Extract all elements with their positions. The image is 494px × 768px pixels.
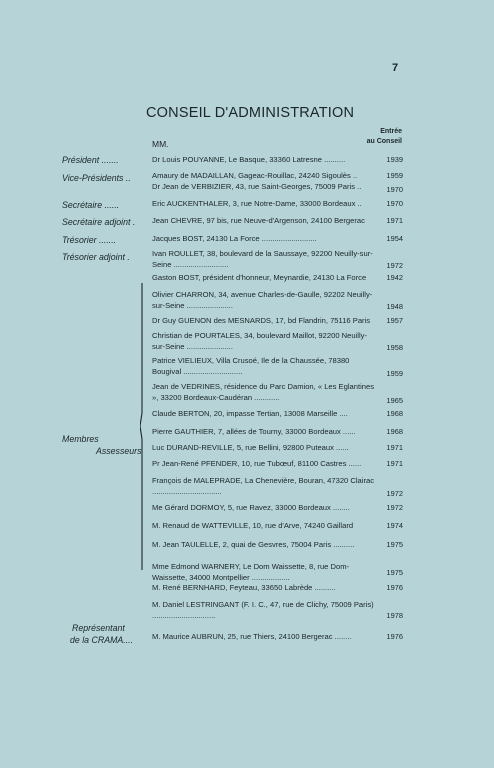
member-year: 1972 xyxy=(386,489,403,498)
member-entry: M. Maurice AUBRUN, 25, rue Thiers, 24100 Bergerac ........ xyxy=(152,632,352,641)
member-entry: M. Renaud de WATTEVILLE, 10, rue d'Arve, 74240 Gaillard xyxy=(152,521,354,530)
member-entry: Dr Jean de VERBIZIER, 43, rue Saint-Georges, 75009 Paris .. xyxy=(152,182,362,191)
role-vice-presidents: Vice-Présidents .. xyxy=(62,173,131,183)
member-year: 1948 xyxy=(386,302,403,311)
page-title: CONSEIL D'ADMINISTRATION xyxy=(146,105,355,121)
member-year: 1975 xyxy=(386,568,403,577)
entree-header-line1: Entrée xyxy=(380,128,402,135)
member-year: 1970 xyxy=(386,199,403,208)
member-year: 1965 xyxy=(386,396,403,405)
member-year: 1971 xyxy=(386,443,403,452)
member-year: 1976 xyxy=(386,632,403,641)
member-entry: Jean de VEDRINES, résidence du Parc Damion, « Les Eglantines », 33200 Bordeaux-Caudéran ............ xyxy=(152,382,375,402)
member-entry: Dr Guy GUENON des MESNARDS, 17, bd Flandrin, 75116 Paris xyxy=(152,316,371,325)
member-entry: M. Daniel LESTRINGANT (F. I. C., 47, rue de Clichy, 75009 Paris) .............................. xyxy=(152,600,374,620)
member-year: 1958 xyxy=(386,343,403,352)
member-entry: Pierre GAUTHIER, 7, allées de Tourny, 33000 Bordeaux ...... xyxy=(152,427,356,436)
member-year: 1968 xyxy=(386,427,403,436)
role-tresorier-adjoint: Trésorier adjoint . xyxy=(62,252,130,262)
member-entry: Patrice VIELIEUX, Villa Crusoé, Ile de la Chaussée, 78380 Bougival ............................ xyxy=(152,356,350,376)
role-representant: Représentant xyxy=(72,623,125,633)
member-year: 1970 xyxy=(386,185,403,194)
member-entry: Claude BERTON, 20, impasse Tertian, 13008 Marseille .... xyxy=(152,409,348,418)
entree-header-line2: au Conseil xyxy=(366,138,402,145)
member-entry: M. René BERNHARD, Feyteau, 33650 Labrède .......... xyxy=(152,583,336,592)
member-entry: Jacques BOST, 24130 La Force .......................... xyxy=(152,234,317,243)
member-entry: Eric AUCKENTHALER, 3, rue Notre-Dame, 33000 Bordeaux .. xyxy=(152,199,362,208)
member-year: 1968 xyxy=(386,409,403,418)
member-year: 1957 xyxy=(386,316,403,325)
member-entry: Olivier CHARRON, 34, avenue Charles-de-Gaulle, 92202 Neuilly-sur-Seine ...................... xyxy=(152,290,373,310)
role-president: Président ....... xyxy=(62,155,119,165)
member-year: 1976 xyxy=(386,583,403,592)
member-year: 1972 xyxy=(386,503,403,512)
member-entry: Pr Jean-René PFENDER, 10, rue Tubœuf, 81100 Castres ...... xyxy=(152,459,362,468)
member-entry: Dr Louis POUYANNE, Le Basque, 33360 Latresne .......... xyxy=(152,155,346,164)
role-secretaire: Secrétaire ...... xyxy=(62,200,120,210)
member-entry: Jean CHEVRE, 97 bis, rue Neuve-d'Argenson, 24100 Bergerac xyxy=(152,216,365,225)
mm-header: MM. xyxy=(152,139,169,149)
member-year: 1942 xyxy=(386,273,403,282)
member-year: 1954 xyxy=(386,234,403,243)
member-year: 1972 xyxy=(386,261,403,270)
member-entry: François de MALEPRADE, La Chenevière, Bouran, 47320 Clairac ................................. xyxy=(152,476,375,496)
role-secretaire-adjoint: Secrétaire adjoint . xyxy=(62,217,136,227)
role-crama: de la CRAMA.... xyxy=(70,635,134,645)
member-entry: M. Jean TAULELLE, 2, quai de Gesvres, 75004 Paris .......... xyxy=(152,540,355,549)
member-year: 1975 xyxy=(386,540,403,549)
role-membres: Membres xyxy=(62,434,99,444)
role-tresorier: Trésorier ....... xyxy=(62,235,117,245)
member-year: 1978 xyxy=(386,611,403,620)
member-year: 1971 xyxy=(386,459,403,468)
member-entry: Gaston BOST, président d'honneur, Meynardie, 24130 La Force xyxy=(152,273,367,282)
page-number: 7 xyxy=(392,62,399,74)
role-assesseurs: Assesseurs xyxy=(96,446,142,456)
member-entry: Me Gérard DORMOY, 5, rue Ravez, 33000 Bordeaux ........ xyxy=(152,503,350,512)
member-year: 1971 xyxy=(386,216,403,225)
member-entry: Amaury de MADAILLAN, Gageac-Rouillac, 24240 Sigoulès .. xyxy=(152,171,358,180)
member-year: 1974 xyxy=(386,521,403,530)
member-year: 1959 xyxy=(386,171,403,180)
member-entry: Ivan ROULLET, 38, boulevard de la Saussaye, 92200 Neuilly-sur-Seine .......................... xyxy=(152,249,373,269)
member-year: 1939 xyxy=(386,155,403,164)
member-year: 1959 xyxy=(386,369,403,378)
member-entry: Mme Edmond WARNERY, Le Dom Waissette, 8, rue Dom-Waissette, 34000 Montpellier .................. xyxy=(152,562,350,582)
member-entry: Luc DURAND-REVILLE, 5, rue Bellini, 92800 Puteaux ...... xyxy=(152,443,349,452)
member-entry: Christian de POURTALES, 34, boulevard Maillot, 92200 Neuilly-sur-Seine ...................... xyxy=(152,331,367,351)
